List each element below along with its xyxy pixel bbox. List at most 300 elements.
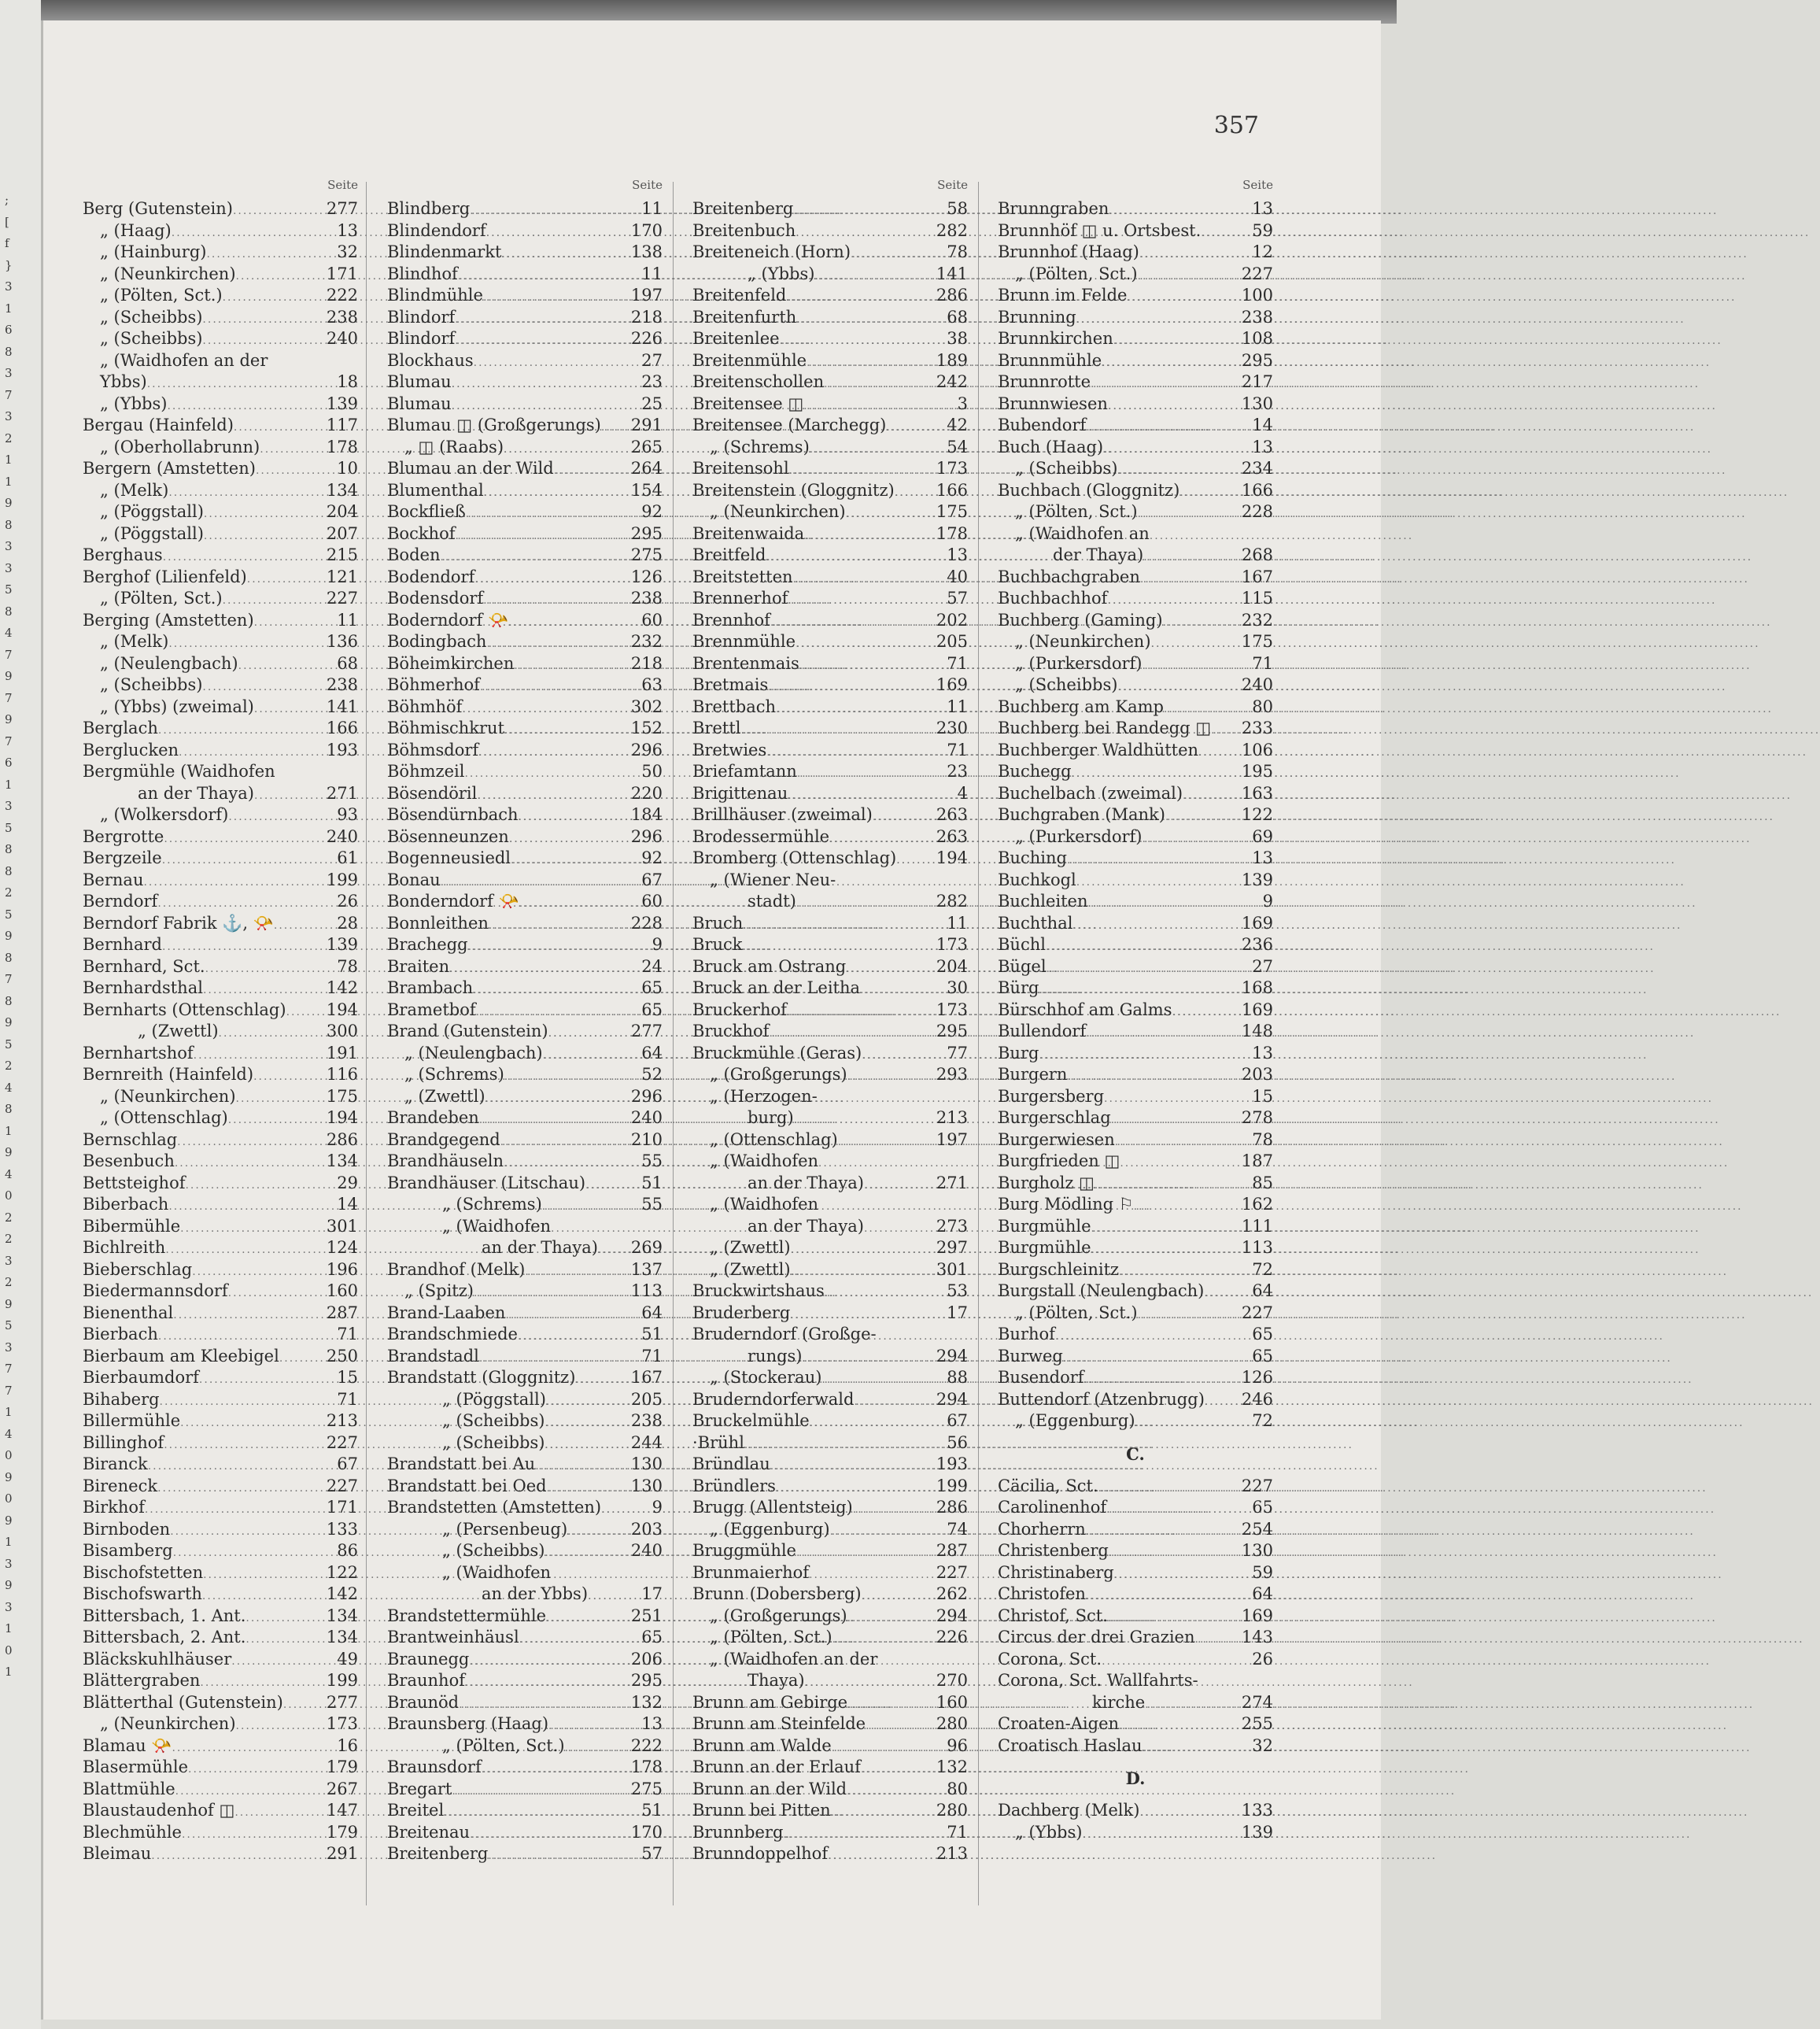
leader-dots <box>797 763 927 785</box>
entry-page-number: 67 <box>947 1411 968 1430</box>
entry-page-number: 77 <box>947 1043 968 1063</box>
entry-page-number: 244 <box>630 1432 663 1452</box>
index-entry <box>83 1606 358 1628</box>
entry-name: Brandhof (Melk) <box>387 1259 526 1279</box>
index-entry <box>83 913 358 935</box>
entry-name: Braunhof <box>387 1671 465 1690</box>
margin-fragment: 8 <box>5 604 13 619</box>
index-entry <box>998 1670 1273 1692</box>
entry-name: Bretwies <box>692 740 767 759</box>
margin-fragment: 7 <box>5 1383 13 1398</box>
leader-dots <box>1067 850 1232 872</box>
leader-dots <box>810 439 927 461</box>
entry-page-number: 137 <box>630 1259 663 1279</box>
index-entry <box>387 653 663 675</box>
leader-dots <box>143 872 317 894</box>
leader-dots <box>794 1110 927 1132</box>
entry-page-number: 134 <box>326 1151 358 1170</box>
index-entry <box>692 697 968 719</box>
entry-name: Braunöd <box>387 1692 460 1712</box>
entry-name: „ (Scheibbs) <box>442 1432 545 1452</box>
leader-dots <box>770 612 927 634</box>
entry-name: Buchelbach (zweimal) <box>998 783 1183 803</box>
entry-name: Bösendöril <box>387 783 478 803</box>
entry-name: Brandgegend <box>387 1129 500 1149</box>
entry-page-number: 230 <box>936 719 968 737</box>
entry-page-number: 13 <box>1252 199 1273 218</box>
entry-page-number: 166 <box>326 719 358 737</box>
leader-dots <box>1039 980 1232 1002</box>
entry-name: „ (Ybbs) <box>748 264 815 283</box>
margin-fragment: 9 <box>5 1015 13 1029</box>
index-entry <box>692 1713 968 1735</box>
entry-page-number: 42 <box>947 416 968 434</box>
entry-name: Buchgraben (Mank) <box>998 805 1165 824</box>
entry-page-number: 71 <box>337 1325 358 1343</box>
index-entry <box>83 1107 358 1129</box>
entry-page-number: 171 <box>326 264 358 283</box>
leader-dots <box>838 1132 927 1154</box>
entry-page-number: 173 <box>936 1000 968 1019</box>
margin-fragment: 3 <box>5 1599 13 1614</box>
index-column-4 <box>998 178 1273 1843</box>
entry-name: „ (Waidhofen an <box>1015 523 1150 543</box>
entry-page-number: 203 <box>1241 1065 1273 1084</box>
entry-name: Brettbach <box>692 697 777 716</box>
leader-dots <box>1135 1413 1232 1435</box>
leader-dots <box>488 1846 622 1868</box>
index-entry <box>692 1757 968 1779</box>
index-entry <box>998 1713 1273 1735</box>
entry-name: Bruckwirtshaus <box>692 1281 825 1300</box>
leader-dots <box>1198 742 1232 764</box>
entry-name: Breiteneich (Horn) <box>692 242 851 261</box>
leader-dots <box>204 526 317 548</box>
index-entry <box>83 394 358 416</box>
index-entry <box>83 697 358 719</box>
entry-page-number: 293 <box>936 1065 968 1084</box>
leader-dots <box>895 482 927 504</box>
entry-page-number: 86 <box>337 1541 358 1560</box>
entry-page-number: 11 <box>641 199 663 218</box>
entry-page-number: 205 <box>936 632 968 651</box>
leader-dots <box>545 1413 622 1435</box>
entry-name: Böhmsdorf <box>387 740 479 759</box>
index-entry <box>83 934 358 956</box>
index-entry <box>83 1627 358 1649</box>
entry-name: Buchkogl <box>998 870 1076 889</box>
leader-dots <box>501 244 622 266</box>
entry-page-number: 142 <box>326 978 358 997</box>
entry-page-number: 111 <box>1241 1216 1273 1236</box>
index-entry <box>998 1151 1273 1173</box>
entry-name: Breitenwaida <box>692 523 805 543</box>
entry-name: „ (Wolkersdorf) <box>100 805 229 824</box>
entry-name: Bromberg (Ottenschlag) <box>692 848 897 867</box>
leader-dots <box>469 1651 622 1673</box>
entry-name: „ (Melk) <box>100 480 169 500</box>
entry-page-number: 60 <box>641 610 663 630</box>
entry-page-number: 227 <box>326 1432 358 1452</box>
entry-name: Bernhard, Sct. <box>83 956 205 976</box>
entry-page-number: 29 <box>337 1173 358 1192</box>
leader-dots <box>449 959 622 981</box>
index-entry <box>387 1735 663 1757</box>
entry-name: Bockfließ <box>387 502 466 521</box>
entry-page-number: 236 <box>1241 935 1273 954</box>
index-entry <box>83 371 358 394</box>
index-entry <box>387 523 663 545</box>
entry-page-number: 72 <box>1252 1411 1273 1430</box>
index-entry <box>387 761 663 783</box>
entry-page-number: 294 <box>936 1389 968 1409</box>
entry-page-number: 234 <box>1241 459 1273 478</box>
entry-page-number: 11 <box>641 264 663 283</box>
entry-page-number: 64 <box>1252 1584 1273 1603</box>
leader-dots <box>1082 1824 1232 1846</box>
entry-page-number: 56 <box>947 1432 968 1452</box>
leader-dots <box>452 396 622 418</box>
leader-dots <box>545 1435 622 1457</box>
index-entry <box>998 437 1273 459</box>
index-entry <box>692 523 968 545</box>
leader-dots <box>1211 720 1232 742</box>
index-entry <box>692 1389 968 1411</box>
index-entry <box>692 1627 968 1649</box>
entry-page-number: 143 <box>1241 1628 1273 1646</box>
index-entry <box>387 1713 663 1735</box>
entry-name: Brandstadl <box>387 1346 479 1366</box>
entry-name: Brentenmais <box>692 653 799 673</box>
leader-dots <box>185 1175 317 1197</box>
entry-name: Breitenschollen <box>692 372 825 391</box>
entry-page-number: 139 <box>326 935 358 954</box>
entry-name: „ (Pölten, Sct.) <box>710 1628 832 1646</box>
entry-name: Blechmühle <box>83 1822 182 1842</box>
entry-name: Brodessermühle <box>692 826 830 846</box>
index-entry <box>998 804 1273 826</box>
entry-name: Breitstetten <box>692 567 793 586</box>
leader-dots <box>177 1132 317 1154</box>
index-entry <box>998 891 1273 913</box>
index-entry <box>387 674 663 697</box>
index-entry <box>83 1822 358 1844</box>
margin-fragment: } <box>5 257 13 272</box>
entry-page-number: 297 <box>936 1238 968 1257</box>
entry-page-number: 23 <box>947 762 968 781</box>
entry-page-number: 255 <box>1241 1714 1273 1733</box>
entry-name: Birkhof <box>83 1498 145 1517</box>
entry-page-number: 286 <box>326 1129 358 1149</box>
leader-dots <box>1086 1521 1232 1543</box>
index-entry <box>692 242 968 264</box>
entry-name: Burg <box>998 1043 1039 1063</box>
index-entry <box>83 1519 358 1541</box>
index-entry <box>692 978 968 1000</box>
entry-name: „ (Eggenburg) <box>1015 1411 1135 1430</box>
entry-name: Bruch <box>692 913 744 933</box>
leader-dots <box>1127 287 1232 309</box>
margin-fragment: 5 <box>5 907 13 922</box>
entry-name: „ (Scheibbs) <box>1015 459 1118 478</box>
leader-dots <box>223 287 317 309</box>
entry-name: „ (Scheibbs) <box>100 329 203 348</box>
entry-name: an der Ybbs) <box>482 1584 589 1603</box>
index-entry <box>83 1389 358 1411</box>
entry-page-number: 178 <box>326 437 358 456</box>
entry-page-number: 295 <box>1241 350 1273 370</box>
entry-name: Buchthal <box>998 913 1073 933</box>
entry-name: Bruderberg <box>692 1303 791 1322</box>
index-entry <box>998 740 1273 762</box>
entry-page-number: 78 <box>947 242 968 261</box>
margin-fragment: 7 <box>5 734 13 748</box>
index-entry <box>998 1606 1273 1628</box>
entry-page-number: 213 <box>936 1844 968 1863</box>
entry-name: Biberbach <box>83 1195 169 1214</box>
index-entry <box>83 1757 358 1779</box>
margin-fragment: 4 <box>5 1166 13 1181</box>
index-entry <box>692 1800 968 1822</box>
entry-page-number: 64 <box>641 1043 663 1063</box>
margin-fragment: 7 <box>5 387 13 402</box>
entry-page-number: 71 <box>337 1389 358 1409</box>
entry-name: Blaustaudenhof ◫ <box>83 1801 235 1820</box>
entry-page-number: 65 <box>1252 1346 1273 1366</box>
entry-name: Böhmzeil <box>387 762 465 781</box>
leader-dots <box>1067 1066 1232 1088</box>
margin-fragment: 3 <box>5 1340 13 1355</box>
leader-dots <box>247 569 317 591</box>
entry-page-number: 108 <box>1241 329 1273 348</box>
entry-page-number: 12 <box>1252 242 1273 261</box>
leader-dots <box>1145 1695 1232 1717</box>
entry-name: Bregart <box>387 1779 452 1798</box>
entry-page-number: 242 <box>936 372 968 391</box>
leader-dots <box>796 893 927 915</box>
margin-fragment: 9 <box>5 1469 13 1484</box>
index-entry <box>998 610 1273 632</box>
index-entry <box>692 934 968 956</box>
index-entry <box>83 1324 358 1346</box>
entry-name: Bernhardsthal <box>83 978 203 997</box>
entry-name: „ (Scheibbs) <box>100 307 203 327</box>
entry-page-number: 71 <box>947 740 968 759</box>
leader-dots <box>1102 1651 1232 1673</box>
index-entry <box>998 328 1273 350</box>
index-entry <box>83 804 358 826</box>
leader-dots <box>788 785 927 808</box>
index-entry <box>998 1540 1273 1562</box>
leader-dots <box>205 959 317 981</box>
entry-name: „ (Wiener Neu- <box>710 870 836 889</box>
leader-dots <box>786 287 927 309</box>
entry-page-number: 197 <box>936 1129 968 1149</box>
entry-name: „ (Waidhofen <box>710 1151 819 1170</box>
entry-name: Breitenstein (Gloggnitz) <box>692 480 895 500</box>
margin-fragment: 9 <box>5 929 13 943</box>
entry-page-number: 167 <box>630 1368 663 1387</box>
leader-dots <box>254 612 317 634</box>
entry-name: „ (Scheibbs) <box>442 1541 545 1560</box>
index-entry <box>83 523 358 545</box>
entry-name: Bierbaumdorf <box>83 1368 199 1387</box>
leader-dots <box>742 937 927 959</box>
leader-dots <box>167 396 317 418</box>
leader-dots <box>482 1759 622 1781</box>
entry-name: Bretmais <box>692 675 769 694</box>
leader-dots <box>455 331 622 353</box>
entry-page-number: 254 <box>1241 1519 1273 1539</box>
index-entry <box>998 653 1273 675</box>
entry-name: Christenberg <box>998 1541 1109 1560</box>
index-entry <box>83 1021 358 1043</box>
margin-fragment: 2 <box>5 431 13 445</box>
index-entry <box>387 610 663 632</box>
margin-fragment: 9 <box>5 1296 13 1311</box>
leader-dots <box>1164 699 1232 721</box>
index-entry <box>692 913 968 935</box>
margin-fragment: 9 <box>5 1145 13 1159</box>
entry-name: Böhmhöf <box>387 697 463 716</box>
index-entry <box>83 437 358 459</box>
margin-fragment: 1 <box>5 474 13 489</box>
entry-page-number: 13 <box>1252 848 1273 867</box>
entry-page-number: 130 <box>1241 394 1273 413</box>
index-entry <box>387 1432 663 1454</box>
index-entry <box>692 1540 968 1562</box>
index-entry <box>692 1432 968 1454</box>
leader-dots <box>1143 829 1233 851</box>
entry-page-number: 169 <box>936 675 968 694</box>
entry-page-number: 17 <box>947 1303 968 1322</box>
entry-name: Bonnleithen <box>387 913 489 933</box>
entry-page-number: 30 <box>947 978 968 997</box>
entry-name: Bergrotte <box>83 826 164 846</box>
index-entry <box>83 1454 358 1476</box>
entry-name: Buchberg (Gaming) <box>998 610 1163 630</box>
entry-name: Bründlers <box>692 1476 776 1495</box>
entry-page-number: 184 <box>630 805 663 824</box>
entry-page-number: 193 <box>936 1454 968 1473</box>
index-entry <box>692 1606 968 1628</box>
leader-dots <box>1151 634 1232 656</box>
entry-name: Burweg <box>998 1346 1063 1366</box>
entry-name: „ (Waidhofen an der <box>710 1649 878 1669</box>
index-entry <box>83 1843 358 1865</box>
entry-name: Blumau an der Wild <box>387 459 554 478</box>
entry-name: Brennhof <box>692 610 770 630</box>
entry-page-number: 195 <box>1241 762 1273 781</box>
entry-page-number: 300 <box>326 1022 358 1040</box>
leader-dots <box>253 1066 317 1088</box>
index-entry <box>387 1216 663 1238</box>
entry-name: Blattmühle <box>83 1779 175 1798</box>
entry-page-number: 238 <box>630 1411 663 1430</box>
leader-dots <box>1139 244 1232 266</box>
margin-fragment: 1 <box>5 1621 13 1635</box>
leader-dots <box>864 1175 927 1197</box>
leader-dots <box>172 1738 317 1760</box>
entry-page-number: 273 <box>936 1216 968 1236</box>
entry-page-number: 13 <box>1252 437 1273 456</box>
entry-name: Chorherrn <box>998 1519 1086 1539</box>
entry-page-number: 138 <box>630 242 663 261</box>
index-entry <box>998 956 1273 978</box>
leader-dots <box>1072 763 1232 785</box>
leader-dots <box>1195 1629 1232 1651</box>
entry-name: Brunn an der Erlauf <box>692 1757 861 1776</box>
entry-name: Bläckskuhlhäuser <box>83 1649 232 1669</box>
entry-name: Bibermühle <box>83 1216 181 1236</box>
entry-page-number: 275 <box>630 1779 663 1798</box>
leader-dots <box>477 785 622 808</box>
leader-dots <box>862 1045 927 1067</box>
entry-page-number: 3 <box>957 394 968 413</box>
entry-name: Breitensee (Marchegg) <box>692 416 887 434</box>
leader-dots <box>796 309 927 331</box>
entry-name: „ (Ottenschlag) <box>100 1108 228 1127</box>
entry-page-number: 271 <box>326 783 358 803</box>
index-entry <box>692 1519 968 1541</box>
leader-dots <box>585 1175 622 1197</box>
margin-fragment: 4 <box>5 626 13 640</box>
entry-page-number: 238 <box>326 307 358 327</box>
leader-dots <box>825 1283 927 1305</box>
entry-name: Christof, Sct. <box>998 1606 1108 1625</box>
entry-page-number: 178 <box>936 523 968 543</box>
leader-dots <box>182 1824 317 1846</box>
leader-dots <box>192 1262 317 1284</box>
entry-page-number: 71 <box>947 1822 968 1842</box>
entry-name: Bruckhof <box>692 1022 770 1040</box>
entry-name: „ ◫ (Raabs) <box>404 437 504 456</box>
index-entry <box>83 198 358 220</box>
index-entry <box>387 567 663 589</box>
entry-page-number: 80 <box>1252 697 1273 716</box>
leader-dots <box>456 526 622 548</box>
index-entry <box>83 264 358 286</box>
entry-page-number: 238 <box>1241 307 1273 327</box>
entry-name: „ (Waidhofen an der <box>100 350 268 370</box>
entry-name: Brambach <box>387 978 474 997</box>
index-entry <box>387 1822 663 1844</box>
entry-name: Burgmühle <box>998 1238 1091 1257</box>
leader-dots <box>173 1543 317 1565</box>
index-entry <box>998 307 1273 329</box>
leader-dots <box>519 893 622 915</box>
leader-dots <box>854 1391 927 1414</box>
index-entry <box>998 480 1273 502</box>
leader-dots <box>441 872 622 894</box>
index-entry <box>998 1476 1273 1498</box>
entry-name: Büchl <box>998 935 1046 954</box>
entry-page-number: 246 <box>1241 1389 1273 1409</box>
entry-page-number: 53 <box>947 1281 968 1300</box>
entry-name: „ (Neunkirchen) <box>1015 632 1151 651</box>
index-entry <box>692 1476 968 1498</box>
leader-dots <box>787 1002 927 1024</box>
leader-dots <box>1138 266 1232 288</box>
leader-dots <box>286 1002 317 1024</box>
entry-name: Brunndoppelhof <box>692 1844 829 1863</box>
index-entry <box>692 718 968 740</box>
entry-name: „ (Pölten, Sct.) <box>100 589 223 608</box>
entry-page-number: 263 <box>936 805 968 824</box>
entry-page-number: 113 <box>1241 1238 1273 1257</box>
index-entry <box>83 783 358 805</box>
leader-dots <box>1179 482 1232 504</box>
